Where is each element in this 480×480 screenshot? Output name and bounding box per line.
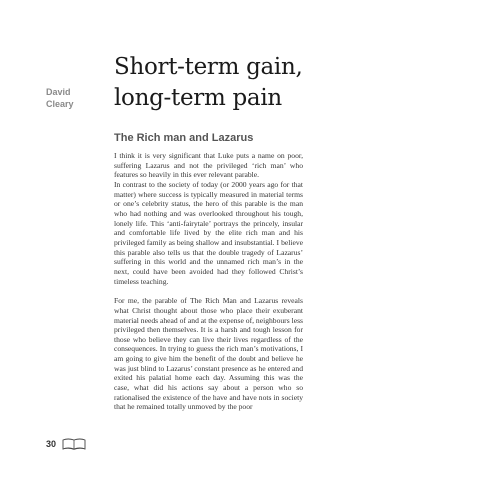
article-subheading: The Rich man and Lazarus (114, 132, 254, 144)
article-title-line-2: long-term pain (114, 85, 282, 111)
paragraph-2: In contrast to the society of today (or 2000 years ago for that matter) where success is typically measured in material terms or one’s celebrity status, the hero of this parable is the man who had nothing and was overlooked throughout his tough, lonely life. This ‘anti-fairytale’ portrays the princely, insular and comfortable life lived by the elite rich man and his privileged family as being shallow and insubstantial. I believe this parable also tells us that the double tragedy of Lazarus’ suffering in this world and the unnamed rich man’s in the next, could have been avoided had they followed Christ’s timeless teaching. (114, 179, 303, 286)
open-book-icon (62, 437, 86, 451)
article-body (114, 151, 303, 412)
author-byline (46, 86, 74, 110)
author-last-name: Cleary (46, 99, 74, 109)
paragraph-1: I think it is very significant that Luke puts a name on poor, suffering Lazarus and not the privileged ‘rich man’ who features so heavily in this ever relevant parable. (114, 151, 303, 180)
author-first-name: David (46, 87, 71, 97)
article-title-line-1: Short-term gain, (114, 54, 303, 80)
page-number: 30 (46, 439, 57, 449)
paragraph-3: For me, the parable of The Rich Man and Lazarus reveals what Christ thought about those who place their exuberant material needs ahead of and at the expense of, neighbours less privileged then themselves. It is a harsh and tough lesson for those who believe they can live their lives regardless of the consequences. In trying to guess the rich man’s motivations, I am going to give him the benefit of the doubt and believe he was just blind to Lazarus’ constant presence as he entered and exited his palatial home each day. Assuming this was the case, what did his actions say about a person who so rationalised the existence of the have and have nots in society that he remained totally unmoved by the poor (114, 296, 303, 412)
article-title (114, 52, 303, 114)
page-footer (46, 437, 86, 451)
